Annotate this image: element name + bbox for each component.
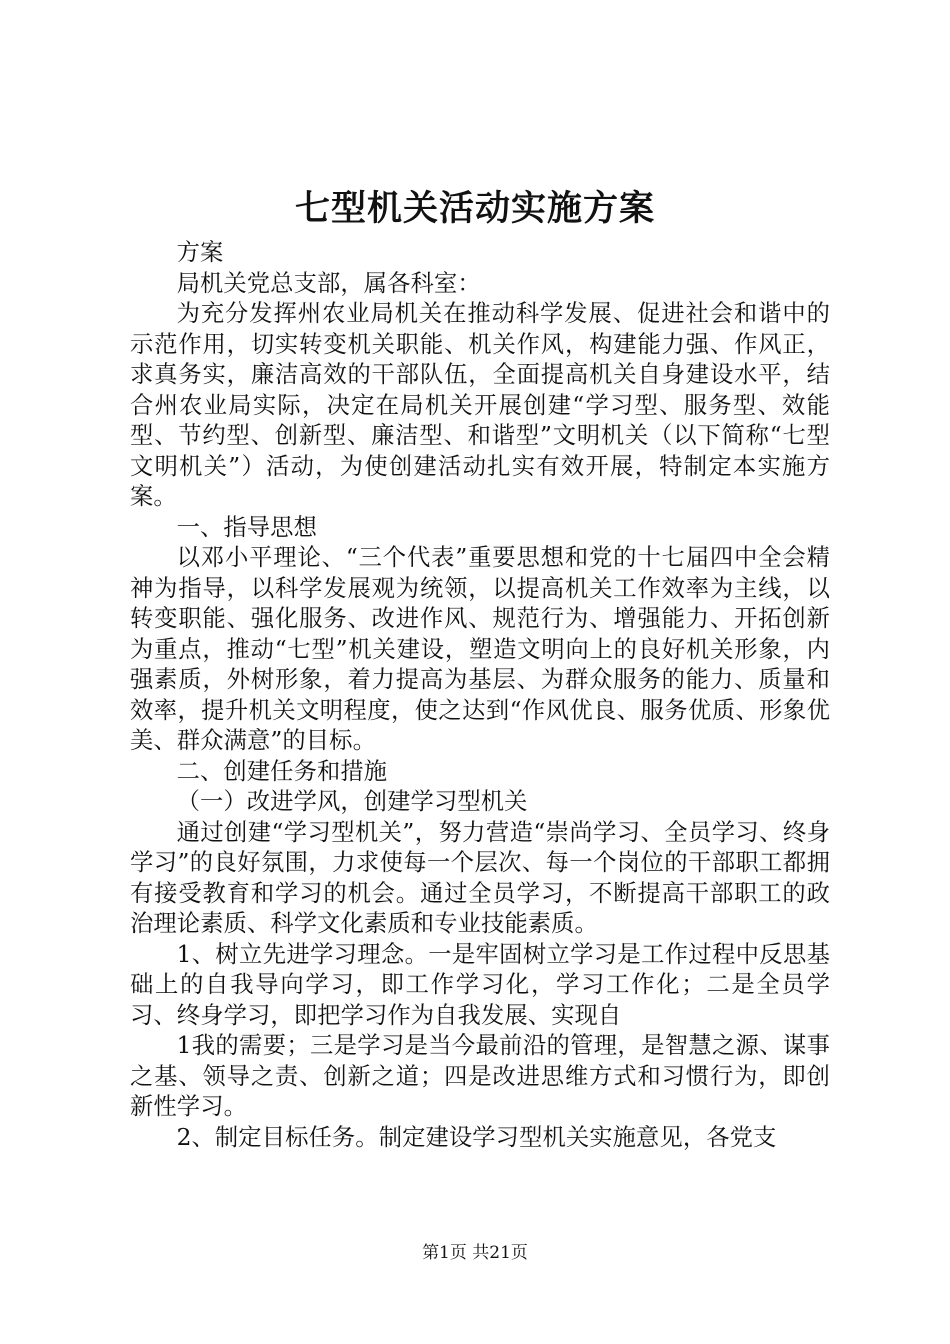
section-heading-guiding-thought: 一、指导思想 [176,513,317,541]
paragraph-item-2: 2、制定目标任务。制定建设学习型机关实施意见，各党支 [176,1123,777,1151]
subsection-heading-learning: （一）改进学风，创建学习型机关 [176,788,528,815]
paragraph-addressee: 局机关党总支部，属各科室： [176,269,481,297]
document-title: 七型机关活动实施方案 [294,188,655,229]
paragraph-guiding-thought: 以邓小平理论、“三个代表”重要思想和党的十七届四中全会精神为指导，以科学发展观为统领，以提高机关工作效率为主线，以转变职能、强化服务、改进作风、规范行为、增强能力、开拓创新为重点，推动“七型”机关建设，塑造文明向上的良好机关形象，内强素质，外树形象，着力提高为基层、为群众服务的能力、质量和效率，提升机关文明程度，使之达到“作风优良、服务优质、形象优美、群众满意”的目标。 [130,544,830,754]
paragraph-item-1: 1、树立先进学习理念。一是牢固树立学习是工作过程中反思基础上的自我导向学习，即工作学习化，学习工作化；二是全员学习、终身学习，即把学习作为自我发展、实现自 [130,940,830,1029]
page-number: 第1页 共21页 [422,1243,528,1263]
section-heading-tasks: 二、创建任务和措施 [176,757,388,785]
document-body [130,238,830,1153]
paragraph-item-1-continued: 1我的需要；三是学习是当今最前沿的管理，是智慧之源、谋事之基、领导之责、创新之道；四是改进思维方式和习惯行为，即创新性学习。 [130,1032,830,1120]
paragraph-heading-fangan: 方案 [176,239,224,266]
paragraph-learning: 通过创建“学习型机关”，努力营造“崇尚学习、全员学习、终身学习”的良好氛围，力求使每一个层次、每一个岗位的干部职工都拥有接受教育和学习的机会。通过全员学习，不断提高干部职工的政治理论素质、科学文化素质和专业技能素质。 [130,818,830,937]
paragraph-intro: 为充分发挥州农业局机关在推动科学发展、促进社会和谐中的示范作用，切实转变机关职能、机关作风，构建能力强、作风正，求真务实，廉洁高效的干部队伍，全面提高机关自身建设水平，结合州农业局实际，决定在局机关开展创建“学习型、服务型、效能型、节约型、创新型、廉洁型、和谐型”文明机关（以下简称“七型文明机关”）活动，为使创建活动扎实有效开展，特制定本实施方案。 [130,300,830,510]
